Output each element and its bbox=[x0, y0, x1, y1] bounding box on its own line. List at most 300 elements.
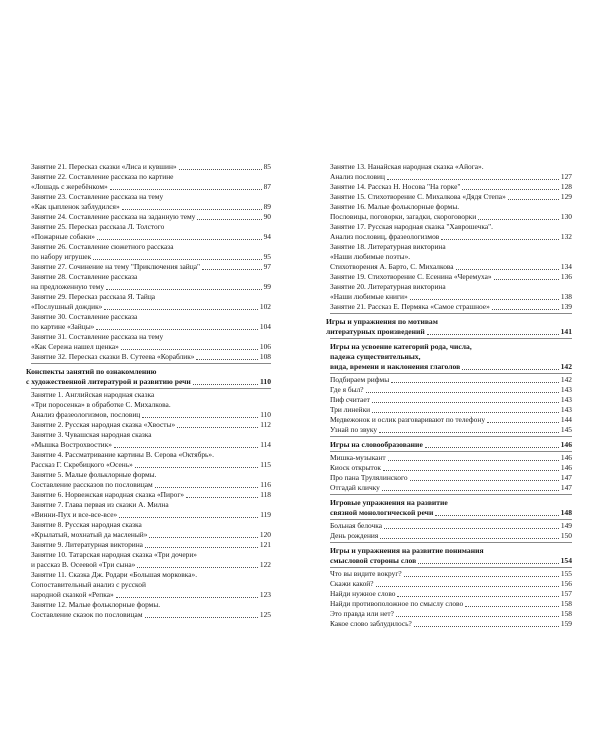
toc-entry-title: «Наши любимые книги» bbox=[330, 292, 408, 301]
toc-page-number: 147 bbox=[560, 483, 572, 492]
toc-entry-title: народной сказкой «Репка» bbox=[31, 590, 114, 599]
toc-entry-title: Занятие 17. Русская народная сказка "Хаврошечка". bbox=[330, 222, 493, 231]
toc-page-number: 125 bbox=[259, 610, 271, 619]
toc-entry bbox=[31, 282, 271, 292]
dot-leader bbox=[441, 239, 559, 240]
toc-entry bbox=[330, 405, 572, 415]
toc-entry-title: Занятие 24. Составление рассказа на заданную тему bbox=[31, 212, 196, 221]
toc-entry-title: Игры и упражнения на развитие понимания bbox=[330, 546, 484, 555]
toc-entry-title: Три линейки bbox=[330, 405, 371, 414]
dot-leader bbox=[149, 537, 258, 538]
section-divider bbox=[330, 313, 572, 314]
toc-page-number: 134 bbox=[560, 262, 572, 271]
dot-leader bbox=[106, 289, 262, 290]
toc-entry-title: «Лошадь с жеребёнком» bbox=[31, 182, 108, 191]
toc-entry-title: Занятие 28. Составление рассказа bbox=[31, 272, 138, 281]
toc-entry bbox=[31, 420, 271, 430]
dot-leader bbox=[379, 432, 559, 433]
toc-entry bbox=[31, 520, 271, 530]
toc-entry-title: Анализ пословиц, фразеологизмов bbox=[330, 232, 440, 241]
toc-entry-title: на предложенную тему bbox=[31, 282, 105, 291]
toc-entry-title: Занятие 19. Стихотворение С. Есенина «Черемуха» bbox=[330, 272, 492, 281]
toc-entry bbox=[31, 242, 271, 252]
toc-section-heading bbox=[26, 367, 271, 377]
toc-entry-title: Занятие 7. Глава первая из сказки А. Милна bbox=[31, 500, 169, 509]
toc-entry bbox=[31, 530, 271, 540]
toc-section-heading bbox=[330, 342, 572, 352]
dot-leader bbox=[137, 567, 258, 568]
dot-leader bbox=[391, 382, 559, 383]
toc-entry-title: Рассказ Г. Скребицкого «Осень» bbox=[31, 460, 133, 469]
toc-entry bbox=[330, 242, 572, 252]
toc-entry-title: Скажи какой? bbox=[330, 579, 374, 588]
dot-leader bbox=[376, 586, 559, 587]
toc-page-number: 112 bbox=[260, 420, 271, 429]
dot-leader bbox=[179, 169, 262, 170]
toc-entry-title: Найди противоположное по смыслу слово bbox=[330, 599, 464, 608]
toc-page-number: 128 bbox=[560, 182, 572, 191]
section-divider bbox=[330, 338, 572, 339]
dot-leader bbox=[418, 563, 559, 564]
toc-page-number: 158 bbox=[560, 599, 572, 608]
dot-leader bbox=[145, 547, 258, 548]
toc-page-number: 94 bbox=[263, 232, 271, 241]
toc-entry bbox=[330, 232, 572, 242]
toc-entry bbox=[31, 222, 271, 232]
toc-entry-title: Занятие 10. Татарская народная сказка «Три дочери» bbox=[31, 550, 197, 559]
toc-section-heading bbox=[330, 362, 572, 372]
toc-entry-title: «Пожарные собаки» bbox=[31, 232, 95, 241]
toc-entry-title: Занятие 21. Пересказ сказки «Лиса и кувшин» bbox=[31, 162, 177, 171]
toc-entry-title: Узнай по звуку bbox=[330, 425, 378, 434]
toc-entry-title: Найди нужное слово bbox=[330, 589, 396, 598]
toc-page-number: 136 bbox=[560, 272, 572, 281]
toc-page-number: 110 bbox=[260, 377, 271, 386]
toc-page-number: 143 bbox=[560, 385, 572, 394]
toc-entry-title: и рассказ В. Осеевой «Три сына» bbox=[31, 560, 136, 569]
dot-leader bbox=[427, 334, 559, 335]
dot-leader bbox=[387, 179, 559, 180]
toc-entry-title: «Как цыпленок заблудился» bbox=[31, 202, 120, 211]
toc-section-heading bbox=[326, 317, 572, 327]
dot-leader bbox=[380, 538, 559, 539]
toc-entry bbox=[31, 342, 271, 352]
toc-entry-title: Занятие 26. Составление сюжетного рассказа bbox=[31, 242, 174, 251]
toc-entry bbox=[31, 610, 271, 620]
dot-leader bbox=[404, 576, 559, 577]
section-divider bbox=[31, 388, 271, 389]
toc-entry bbox=[31, 172, 271, 182]
dot-leader bbox=[410, 299, 559, 300]
toc-page-number: 87 bbox=[263, 182, 271, 191]
toc-entry bbox=[31, 400, 271, 410]
toc-page-number: 143 bbox=[560, 405, 572, 414]
toc-entry-title: Занятие 25. Пересказ рассказа Л. Толстого bbox=[31, 222, 165, 231]
toc-page-number: 85 bbox=[263, 162, 271, 171]
toc-entry-title: Киоск открыток bbox=[330, 463, 381, 472]
toc-entry bbox=[330, 282, 572, 292]
toc-section-heading bbox=[330, 498, 572, 508]
toc-entry bbox=[31, 540, 271, 550]
toc-entry-title: Где я был? bbox=[330, 385, 364, 394]
toc-page-number: 158 bbox=[560, 609, 572, 618]
toc-entry-title: Пиф считает bbox=[330, 395, 370, 404]
toc-entry-title: Занятие 9. Литературная викторина bbox=[31, 540, 143, 549]
dot-leader bbox=[116, 597, 258, 598]
dot-leader bbox=[487, 422, 559, 423]
toc-entry bbox=[330, 589, 572, 599]
toc-page-number: 102 bbox=[259, 302, 271, 311]
toc-entry-title: Занятие 32. Пересказ сказки В. Сутеева «Кораблик» bbox=[31, 352, 195, 361]
dot-leader bbox=[104, 309, 258, 310]
toc-entry-title: Занятие 1. Английская народная сказка bbox=[31, 390, 155, 399]
dot-leader bbox=[465, 606, 559, 607]
dot-leader bbox=[177, 427, 258, 428]
dot-leader bbox=[494, 279, 559, 280]
toc-entry-title: вида, времени и наклонения глаголов bbox=[330, 362, 461, 371]
dot-leader bbox=[388, 460, 559, 461]
toc-entry-title: «Крылатый, мохнатый да масленый» bbox=[31, 530, 148, 539]
toc-entry bbox=[31, 480, 271, 490]
toc-entry bbox=[330, 569, 572, 579]
toc-entry bbox=[31, 232, 271, 242]
dot-leader bbox=[410, 480, 559, 481]
toc-entry-title: Занятие 30. Составление рассказа bbox=[31, 312, 138, 321]
toc-entry-title: Игры и упражнения по мотивам bbox=[326, 317, 438, 326]
dot-leader bbox=[119, 517, 258, 518]
toc-entry bbox=[31, 470, 271, 480]
toc-entry bbox=[330, 521, 572, 531]
toc-section-heading bbox=[326, 327, 572, 337]
toc-entry-title: Занятие 18. Литературная викторина bbox=[330, 242, 446, 251]
toc-section-heading bbox=[330, 508, 572, 518]
toc-page-number: 104 bbox=[259, 322, 271, 331]
toc-entry bbox=[330, 302, 572, 312]
toc-page-number: 141 bbox=[560, 327, 572, 336]
dot-leader bbox=[478, 219, 559, 220]
toc-entry bbox=[330, 172, 572, 182]
toc-entry bbox=[330, 222, 572, 232]
dot-leader bbox=[508, 199, 559, 200]
toc-entry-title: Игры на словообразование bbox=[330, 440, 423, 449]
dot-leader bbox=[145, 617, 258, 618]
toc-entry bbox=[330, 463, 572, 473]
toc-page-number: 130 bbox=[560, 212, 572, 221]
toc-entry-title: Занятие 13. Нанайская народная сказка «Айога». bbox=[330, 162, 484, 171]
toc-entry bbox=[31, 440, 271, 450]
dot-leader bbox=[372, 412, 559, 413]
dot-leader bbox=[155, 487, 258, 488]
toc-entry-title: Про пана Трулялинского bbox=[330, 473, 408, 482]
toc-entry-title: Занятие 21. Рассказ Е. Пермяка «Самое страшное» bbox=[330, 302, 490, 311]
toc-entry-title: Занятие 14. Рассказ Н. Носова "На горке" bbox=[330, 182, 461, 191]
toc-entry-title: Занятие 11. Сказка Дж. Родари «Большая морковка». bbox=[31, 570, 198, 579]
toc-entry bbox=[330, 385, 572, 395]
toc-page-number: 116 bbox=[260, 480, 271, 489]
toc-entry-title: Занятие 5. Малые фольклорные формы. bbox=[31, 470, 157, 479]
toc-page-number: 120 bbox=[259, 530, 271, 539]
toc-entry-title: «Наши любимые поэты». bbox=[330, 252, 411, 261]
toc-entry-title: Занятие 3. Чувашская народная сказка bbox=[31, 430, 152, 439]
section-divider bbox=[330, 451, 572, 452]
dot-leader bbox=[114, 447, 258, 448]
toc-entry bbox=[31, 490, 271, 500]
toc-entry bbox=[31, 312, 271, 322]
toc-page-number: 97 bbox=[263, 262, 271, 271]
toc-page-number: 148 bbox=[560, 508, 572, 517]
toc-entry bbox=[31, 202, 271, 212]
toc-page-number: 146 bbox=[560, 463, 572, 472]
toc-entry-title: Занятие 6. Норвежская народная сказка «Пирог» bbox=[31, 490, 185, 499]
toc-page-number: 122 bbox=[259, 560, 271, 569]
toc-entry-title: Занятие 29. Пересказ рассказа Я. Тайца bbox=[31, 292, 156, 301]
toc-entry bbox=[330, 531, 572, 541]
toc-page-number: 132 bbox=[560, 232, 572, 241]
toc-entry bbox=[31, 600, 271, 610]
dot-leader bbox=[435, 515, 559, 516]
toc-page-number: 123 bbox=[259, 590, 271, 599]
toc-entry bbox=[330, 609, 572, 619]
toc-entry bbox=[330, 192, 572, 202]
section-divider bbox=[31, 363, 271, 364]
dot-leader bbox=[193, 384, 258, 385]
dot-leader bbox=[383, 470, 559, 471]
toc-entry bbox=[31, 212, 271, 222]
toc-entry bbox=[31, 272, 271, 282]
toc-entry-title: «Три поросенка» в обработке С. Михалкова. bbox=[31, 400, 171, 409]
toc-entry-title: «Винни-Пух и все-все-все» bbox=[31, 510, 118, 519]
section-divider bbox=[330, 494, 572, 495]
toc-entry-title: Занятие 23. Составление рассказа на тему bbox=[31, 192, 164, 201]
toc-entry bbox=[31, 500, 271, 510]
toc-entry-title: Занятие 4. Рассматривание картины В. Серова «Октябрь». bbox=[31, 450, 214, 459]
toc-page-number: 146 bbox=[560, 440, 572, 449]
toc-entry-title: Что вы видите вокруг? bbox=[330, 569, 402, 578]
toc-entry-title: Занятие 16. Малые фольклорные формы. bbox=[330, 202, 460, 211]
toc-entry-title: Занятие 12. Малые фольклорные формы. bbox=[31, 600, 161, 609]
toc-entry-title: связной монологической речи bbox=[330, 508, 434, 517]
toc-entry bbox=[330, 473, 572, 483]
dot-leader bbox=[142, 417, 258, 418]
toc-entry-title: «Мышка Вострохвостик» bbox=[31, 440, 112, 449]
dot-leader bbox=[492, 309, 559, 310]
toc-entry-title: Отгадай кличку bbox=[330, 483, 380, 492]
toc-entry-title: Сопоставительный анализ с русской bbox=[31, 580, 146, 589]
dot-leader bbox=[202, 269, 262, 270]
toc-entry bbox=[31, 430, 271, 440]
toc-page-number: 108 bbox=[259, 352, 271, 361]
section-divider bbox=[330, 567, 572, 568]
toc-page-number: 145 bbox=[560, 425, 572, 434]
toc-entry-title: литературных произведений bbox=[326, 327, 425, 336]
dot-leader bbox=[396, 616, 559, 617]
toc-entry bbox=[330, 483, 572, 493]
toc-page-number: 110 bbox=[260, 410, 271, 419]
toc-entry bbox=[330, 619, 572, 629]
toc-page-number: 142 bbox=[560, 362, 572, 371]
toc-entry-title: Игры на усвоение категорий рода, числа, bbox=[330, 342, 472, 351]
dot-leader bbox=[121, 349, 258, 350]
toc-entry-title: Занятие 2. Русская народная сказка «Хвосты» bbox=[31, 420, 176, 429]
toc-entry bbox=[31, 550, 271, 560]
toc-page-number: 118 bbox=[260, 490, 271, 499]
dot-leader bbox=[97, 239, 262, 240]
toc-entry bbox=[330, 162, 572, 172]
toc-entry-title: Стихотворения А. Барто, С. Михалкова bbox=[330, 262, 454, 271]
toc-entry-title: с художественной литературой и развитию речи bbox=[26, 377, 191, 386]
toc-page-number: 89 bbox=[263, 202, 271, 211]
toc-page-number: 142 bbox=[560, 375, 572, 384]
toc-page-number: 119 bbox=[260, 510, 271, 519]
toc-entry bbox=[31, 570, 271, 580]
toc-entry bbox=[330, 212, 572, 222]
dot-leader bbox=[366, 392, 559, 393]
toc-entry bbox=[31, 192, 271, 202]
toc-entry-title: Составление сказок по пословицам bbox=[31, 610, 143, 619]
toc-page-number: 149 bbox=[560, 521, 572, 530]
toc-section-heading bbox=[330, 440, 572, 450]
toc-entry bbox=[31, 262, 271, 272]
toc-entry-title: Больная белочка bbox=[330, 521, 382, 530]
toc-entry bbox=[31, 590, 271, 600]
section-divider bbox=[330, 519, 572, 520]
toc-entry-title: День рождения bbox=[330, 531, 379, 540]
toc-page-number: 139 bbox=[560, 302, 572, 311]
dot-leader bbox=[93, 259, 262, 260]
toc-entry-title: «Послушный дождик» bbox=[31, 302, 103, 311]
toc-entry-title: смысловой стороны слов bbox=[330, 556, 417, 565]
toc-entry-title: Это правда или нет? bbox=[330, 609, 394, 618]
dot-leader bbox=[196, 359, 258, 360]
dot-leader bbox=[135, 467, 258, 468]
toc-page-number: 127 bbox=[560, 172, 572, 181]
toc-entry bbox=[31, 560, 271, 570]
dot-leader bbox=[456, 269, 559, 270]
dot-leader bbox=[384, 528, 559, 529]
dot-leader bbox=[462, 369, 559, 370]
section-divider bbox=[330, 436, 572, 437]
toc-entry bbox=[330, 425, 572, 435]
toc-page-number: 90 bbox=[263, 212, 271, 221]
toc-section-heading bbox=[330, 352, 572, 362]
toc-page-number: 156 bbox=[560, 579, 572, 588]
toc-page-number: 115 bbox=[260, 460, 271, 469]
toc-entry bbox=[31, 332, 271, 342]
toc-entry-title: падежа существительных, bbox=[330, 352, 421, 361]
toc-entry bbox=[31, 390, 271, 400]
toc-page-number: 129 bbox=[560, 192, 572, 201]
dot-leader bbox=[122, 209, 262, 210]
toc-entry bbox=[330, 182, 572, 192]
toc-entry-title: Составление рассказов по пословицам bbox=[31, 480, 153, 489]
toc-entry bbox=[31, 580, 271, 590]
toc-entry bbox=[31, 450, 271, 460]
toc-entry bbox=[330, 252, 572, 262]
toc-entry bbox=[330, 453, 572, 463]
dot-leader bbox=[462, 189, 559, 190]
toc-entry bbox=[31, 510, 271, 520]
toc-entry bbox=[31, 410, 271, 420]
toc-page-number: 150 bbox=[560, 531, 572, 540]
toc-entry-title: Какое слово заблудилось? bbox=[330, 619, 412, 628]
toc-entry-title: Конспекты занятий по ознакомлению bbox=[26, 367, 157, 376]
toc-page-number: 146 bbox=[560, 453, 572, 462]
toc-entry-title: по картине «Зайцы» bbox=[31, 322, 95, 331]
toc-entry bbox=[330, 202, 572, 212]
toc-entry bbox=[330, 262, 572, 272]
toc-page-number: 147 bbox=[560, 473, 572, 482]
toc-page-number: 159 bbox=[560, 619, 572, 628]
dot-leader bbox=[414, 626, 559, 627]
toc-entry bbox=[330, 599, 572, 609]
toc-page-number: 99 bbox=[263, 282, 271, 291]
toc-entry-title: Медвежонок и ослик разговаривают по телефону bbox=[330, 415, 486, 424]
toc-entry-title: Занятие 27. Сочинение на тему "Приключения зайца" bbox=[31, 262, 201, 271]
toc-entry-title: Занятие 15. Стихотворение С. Михалкова «Дядя Степа» bbox=[330, 192, 506, 201]
toc-page-number: 106 bbox=[259, 342, 271, 351]
toc-page-number: 114 bbox=[260, 440, 271, 449]
toc-entry-title: Занятие 20. Литературная викторина bbox=[330, 282, 446, 291]
dot-leader bbox=[96, 329, 258, 330]
toc-entry bbox=[31, 302, 271, 312]
section-divider bbox=[330, 542, 572, 543]
toc-entry bbox=[31, 352, 271, 362]
toc-section-heading bbox=[26, 377, 271, 387]
toc-entry-title: по набору игрушек bbox=[31, 252, 92, 261]
dot-leader bbox=[425, 447, 559, 448]
dot-leader bbox=[186, 497, 258, 498]
toc-entry bbox=[31, 322, 271, 332]
toc-entry bbox=[330, 272, 572, 282]
dot-leader bbox=[372, 402, 559, 403]
toc-entry-title: Занятие 8. Русская народная сказка bbox=[31, 520, 142, 529]
section-divider bbox=[330, 373, 572, 374]
toc-entry-title: Мишка-музыкант bbox=[330, 453, 386, 462]
toc-page-number: 95 bbox=[263, 252, 271, 261]
toc-entry-title: Подбираем рифмы bbox=[330, 375, 390, 384]
toc-entry-title: Анализ фразеологизмов, пословиц bbox=[31, 410, 141, 419]
dot-leader bbox=[397, 596, 559, 597]
toc-entry-title: Игровые упражнения на развитие bbox=[330, 498, 448, 507]
toc-entry-title: Занятие 31. Составление рассказа на тему bbox=[31, 332, 164, 341]
toc-entry-title: Пословицы, поговорки, загадки, скороговорки bbox=[330, 212, 477, 221]
toc-entry bbox=[31, 162, 271, 172]
toc-page-number: 155 bbox=[560, 569, 572, 578]
toc-page-number: 143 bbox=[560, 395, 572, 404]
toc-entry-title: Анализ пословиц bbox=[330, 172, 385, 181]
toc-page-number: 154 bbox=[560, 556, 572, 565]
toc-entry bbox=[31, 292, 271, 302]
toc-page-number: 121 bbox=[259, 540, 271, 549]
toc-section-heading bbox=[330, 546, 572, 556]
toc-entry bbox=[330, 395, 572, 405]
dot-leader bbox=[197, 219, 262, 220]
toc-entry bbox=[330, 415, 572, 425]
dot-leader bbox=[110, 189, 262, 190]
toc-entry bbox=[330, 579, 572, 589]
toc-section-heading bbox=[330, 556, 572, 566]
toc-entry bbox=[31, 252, 271, 262]
toc-entry bbox=[31, 460, 271, 470]
toc-entry bbox=[330, 375, 572, 385]
toc-entry-title: Занятие 22. Составление рассказа по картине bbox=[31, 172, 174, 181]
toc-page-number: 157 bbox=[560, 589, 572, 598]
toc-page-number: 138 bbox=[560, 292, 572, 301]
dot-leader bbox=[382, 490, 559, 491]
toc-entry bbox=[31, 182, 271, 192]
toc-entry bbox=[330, 292, 572, 302]
toc-entry-title: «Как Сережа нашел щенка» bbox=[31, 342, 119, 351]
